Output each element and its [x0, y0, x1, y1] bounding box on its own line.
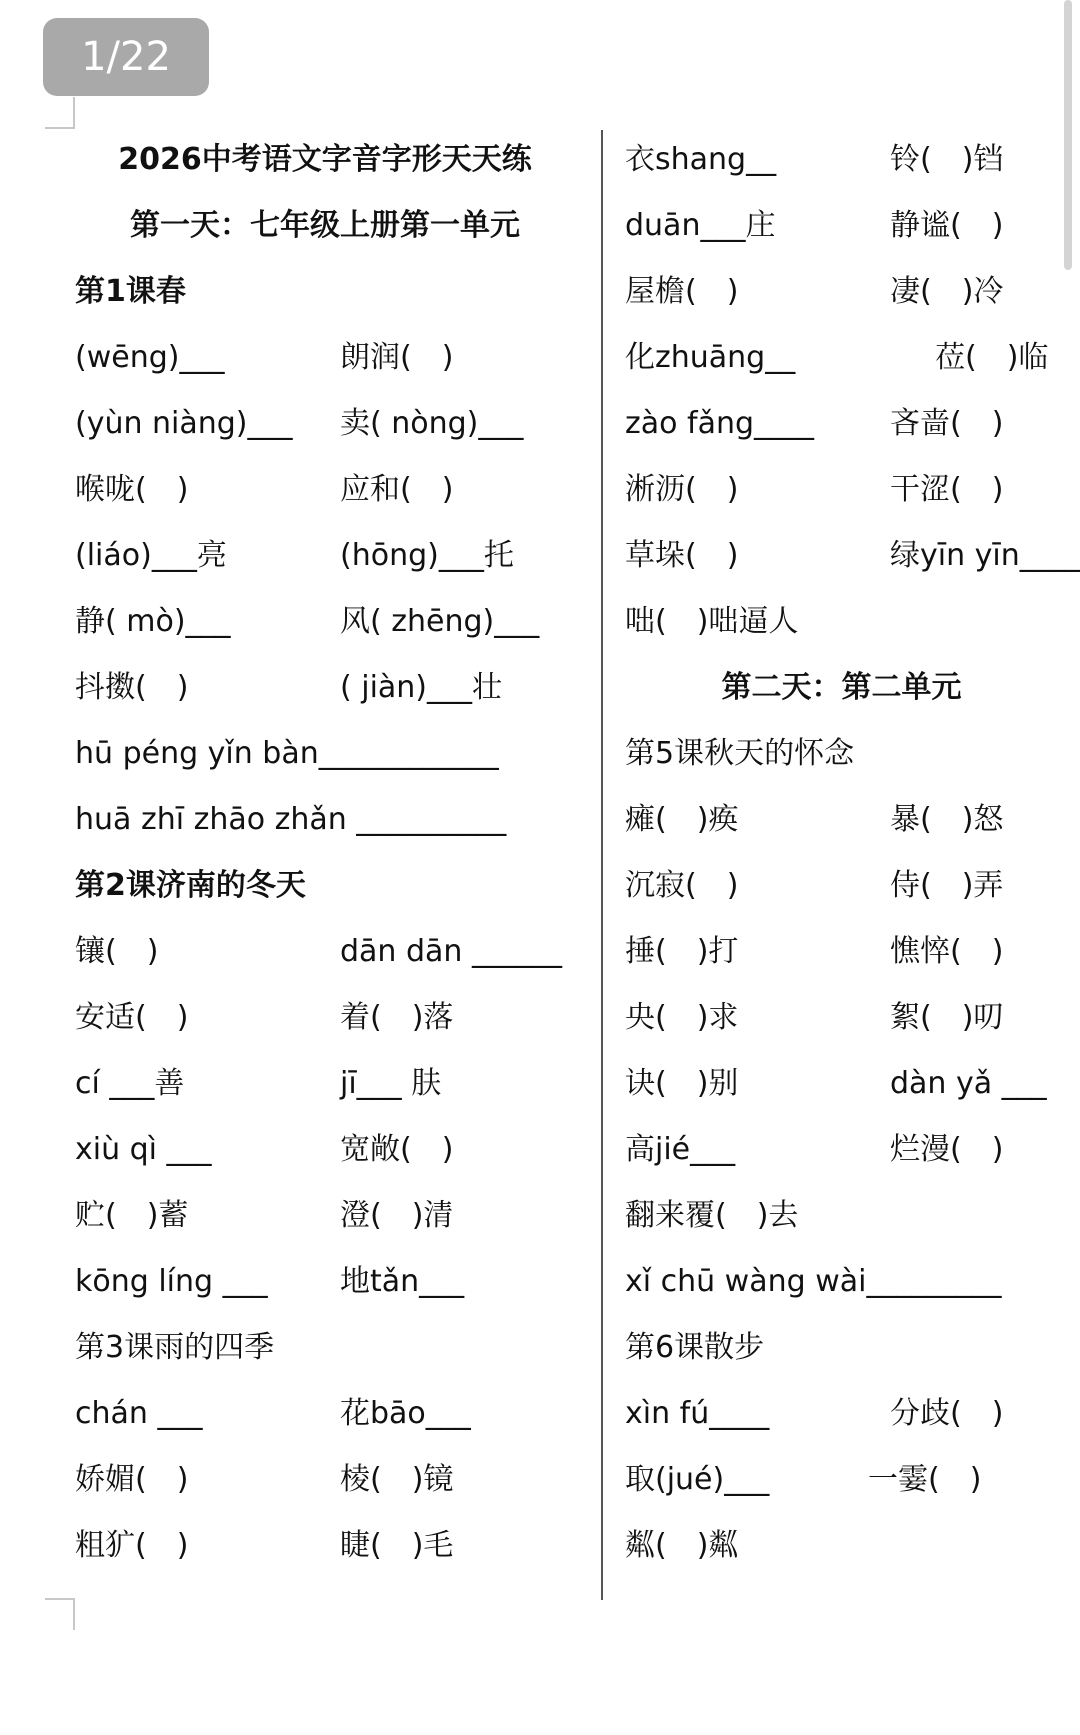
exercise-item: 沉寂( ) [625, 868, 739, 903]
exercise-item: 取(jué)___ [625, 1462, 770, 1497]
lesson3-heading: 第3课雨的四季 [75, 1330, 275, 1365]
exercise-item: 诀( )别 [625, 1066, 739, 1101]
exercise-item: 草垛( ) [625, 538, 739, 573]
exercise-item: 一霎( ) [868, 1462, 982, 1497]
day1-heading: 第一天：七年级上册第一单元 [130, 208, 520, 243]
exercise-item: (yùn niàng)___ [75, 406, 293, 441]
exercise-item: 安适( ) [75, 1000, 189, 1035]
exercise-item: 暴( )怒 [890, 802, 1004, 837]
page-indicator: 1/22 [43, 18, 209, 96]
crop-mark-bottom [45, 1598, 75, 1630]
exercise-item: 干涩( ) [890, 472, 1004, 507]
exercise-item: 澄( )清 [340, 1198, 454, 1233]
exercise-item: 睫( )毛 [340, 1528, 454, 1563]
exercise-item: 憔悴( ) [890, 934, 1004, 969]
exercise-item: 铃( )铛 [890, 142, 1004, 177]
exercise-item: 絮( )叨 [890, 1000, 1004, 1035]
exercise-item: 翻来覆( )去 [625, 1198, 799, 1233]
exercise-item: 淅沥( ) [625, 472, 739, 507]
exercise-item: 烂漫( ) [890, 1132, 1004, 1167]
exercise-item: 着( )落 [340, 1000, 454, 1035]
exercise-item: jī___ 肤 [340, 1066, 442, 1101]
exercise-item: 凄( )冷 [890, 274, 1004, 309]
exercise-item: cí ___善 [75, 1066, 185, 1101]
exercise-item: dàn yǎ ___ [890, 1066, 1047, 1101]
exercise-item: 朗润( ) [340, 340, 454, 375]
exercise-item: xǐ chū wàng wài_________ [625, 1264, 1002, 1299]
exercise-item: kōng líng ___ [75, 1264, 268, 1299]
exercise-item: 娇媚( ) [75, 1462, 189, 1497]
exercise-item: 应和( ) [340, 472, 454, 507]
exercise-item: 咄( )咄逼人 [625, 604, 799, 639]
exercise-item: 化zhuāng__ [625, 340, 796, 375]
exercise-item: 风( zhēng)___ [340, 604, 540, 639]
lesson2-heading: 第2课济南的冬天 [75, 868, 306, 903]
exercise-item: chán ___ [75, 1396, 203, 1431]
exercise-item: 瘫( )痪 [625, 802, 739, 837]
exercise-item: 央( )求 [625, 1000, 739, 1035]
exercise-item: 静谧( ) [890, 208, 1004, 243]
exercise-item: 喉咙( ) [75, 472, 189, 507]
exercise-item: huā zhī zhāo zhǎn __________ [75, 802, 507, 837]
exercise-item: xiù qì ___ [75, 1132, 212, 1167]
exercise-item: 宽敞( ) [340, 1132, 454, 1167]
exercise-item: 高jié___ [625, 1132, 736, 1167]
exercise-item: 抖擞( ) [75, 670, 189, 705]
exercise-item: 镶( ) [75, 934, 159, 969]
exercise-item: (wēng)___ [75, 340, 225, 375]
exercise-item: 粼( )粼 [625, 1528, 739, 1563]
exercise-item: 屋檐( ) [625, 274, 739, 309]
exercise-item: duān___庄 [625, 208, 776, 243]
exercise-item: (liáo)___亮 [75, 538, 227, 573]
exercise-item: dān dān ______ [340, 934, 562, 969]
exercise-item: 捶( )打 [625, 934, 739, 969]
exercise-item: hū péng yǐn bàn____________ [75, 736, 499, 771]
scrollbar[interactable] [1064, 0, 1072, 270]
exercise-item: ( jiàn)___壮 [340, 670, 503, 705]
exercise-item: 绿yīn yīn____ [890, 538, 1080, 573]
exercise-item: 静( mò)___ [75, 604, 231, 639]
exercise-item: 棱( )镜 [340, 1462, 454, 1497]
day2-heading: 第二天：第二单元 [721, 670, 962, 705]
document-title: 2026中考语文字音字形天天练 [118, 142, 532, 177]
column-divider [601, 130, 603, 1600]
exercise-item: 吝啬( ) [890, 406, 1004, 441]
exercise-item: 侍( )弄 [890, 868, 1004, 903]
lesson1-heading: 第1课春 [75, 274, 186, 309]
exercise-item: 地tǎn___ [340, 1264, 465, 1299]
exercise-item: (hōng)___托 [340, 538, 514, 573]
lesson6-heading: 第6课散步 [625, 1330, 765, 1365]
exercise-item: 卖( nòng)___ [340, 406, 524, 441]
crop-mark-top [45, 97, 75, 129]
exercise-item: 粗犷( ) [75, 1528, 189, 1563]
exercise-item: xìn fú____ [625, 1396, 770, 1431]
exercise-item: 衣shang__ [625, 142, 777, 177]
exercise-item: zào fǎng____ [625, 406, 815, 441]
exercise-item: 贮( )蓄 [75, 1198, 189, 1233]
exercise-item: 花bāo___ [340, 1396, 471, 1431]
exercise-item: 分歧( ) [890, 1396, 1004, 1431]
lesson5-heading: 第5课秋天的怀念 [625, 736, 855, 771]
exercise-item: 莅( )临 [935, 340, 1049, 375]
